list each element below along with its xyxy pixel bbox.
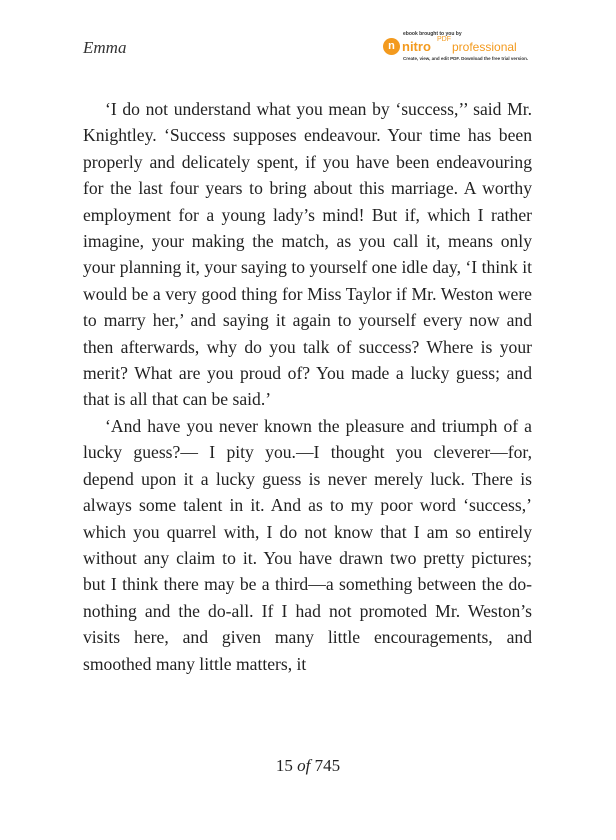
paragraph-2: ‘And have you never known the pleasure and triumph of a lucky guess?— I pity you.—I thought you cleverer—for, depend upon it a lucky guess is never merely luck. There is always some talent in it. And as to my poor word ‘success,’ which you quarrel with, I do not know that I am so entirely without any claim to it. You have drawn two pretty pictures; but I think there may be a third—a something between the do-nothing and the do-all. If I had not promoted Mr. Weston’s visits here, and given many little encouragements, and smoothed many little matters, it xyxy=(83,415,532,674)
watermark-superscript: PDF xyxy=(437,36,451,43)
page-of-label: of xyxy=(297,756,311,775)
page-number xyxy=(0,756,616,776)
watermark-edition: professional xyxy=(452,40,517,54)
watermark-top-line: ebook brought to you by xyxy=(403,31,462,37)
page-body xyxy=(83,96,532,677)
paragraph-1: ‘I do not understand what you mean by ‘success,’’ said Mr. Knightley. ‘Success supposes endeavour. Your time has been properly and delicately spent, if you have been endeavouring for the last four years to bring about this marriage. A worthy employment for a young lady’s mind! But if, which I rather imagine, your making the match, as you call it, means only your planning it, your saying to yourself one idle day, ‘I think it would be a very good thing for Miss Taylor if Mr. Weston were to marry her,’ and saying it again to yourself every now and then afterwards, why do you talk of success? Where is your merit? What are you proud of? You made a lucky guess; and that is all that can be said.’ xyxy=(83,99,532,410)
watermark-tagline: Create, view, and edit PDF. Download the free trial version. xyxy=(403,56,529,61)
running-header-title: Emma xyxy=(83,38,127,57)
watermark-brand: nitro xyxy=(402,39,431,54)
current-page: 15 xyxy=(275,756,293,775)
nitro-logo-icon: n xyxy=(383,38,400,55)
total-pages: 745 xyxy=(314,756,341,775)
nitro-pdf-watermark xyxy=(383,31,543,65)
